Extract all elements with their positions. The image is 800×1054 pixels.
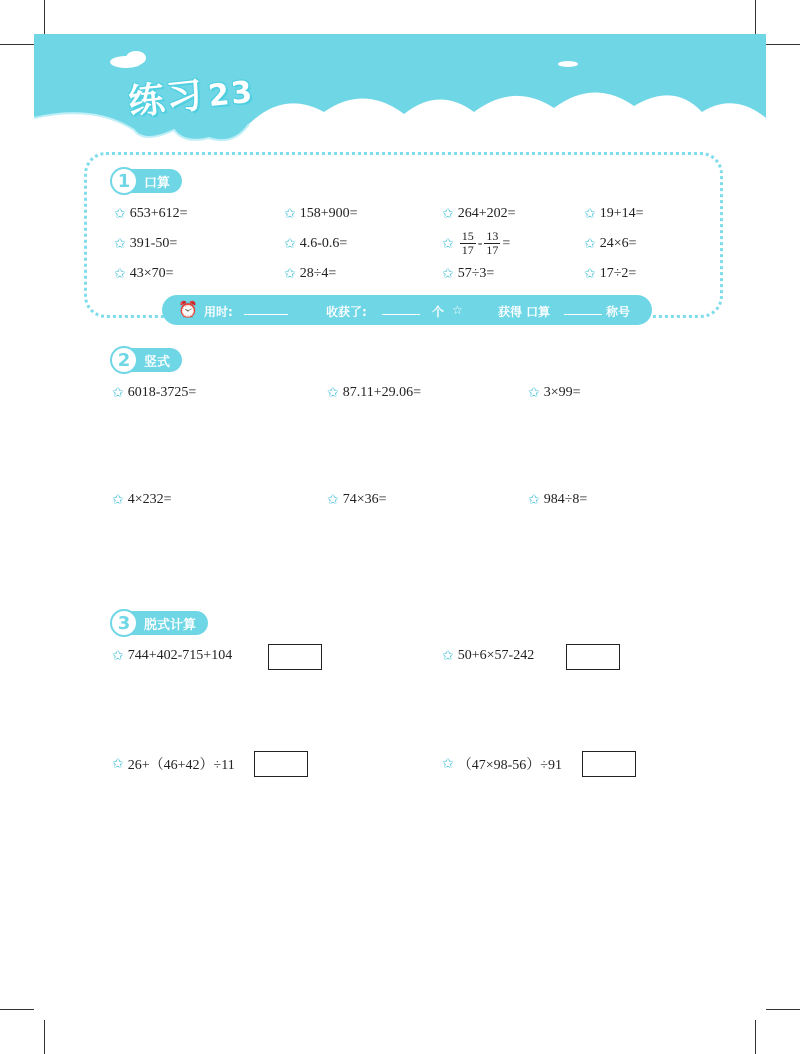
oral-item: ✩ 43×70= <box>114 266 174 282</box>
crop-mark <box>0 1009 34 1010</box>
answer-box[interactable] <box>566 644 620 670</box>
star-icon: ✩ <box>528 492 540 508</box>
step-calc-item: ✩ 50+6×57-242 <box>442 648 535 664</box>
star-icon: ☆ <box>452 303 463 317</box>
star-icon: ✩ <box>114 266 126 282</box>
step-calc-item: ✩ 744+402-715+104 <box>112 648 233 664</box>
time-blank[interactable] <box>244 303 288 315</box>
gain-label: 收获了: <box>326 305 367 319</box>
crop-mark <box>0 44 34 45</box>
answer-box[interactable] <box>254 751 308 777</box>
star-icon: ✩ <box>284 236 296 252</box>
star-icon: ✩ <box>528 385 540 401</box>
title-suffix: 称号 <box>606 305 631 319</box>
earn-label: 获得 口算 <box>498 305 551 319</box>
oral-item: ✩ 19+14= <box>584 206 644 222</box>
time-label: 用时: <box>204 305 233 319</box>
vertical-item: ✩ 3×99= <box>528 385 581 401</box>
star-icon: ✩ <box>114 236 126 252</box>
fraction-item: ✩ $\frac{15}{17}$ - $\frac{13}{17}$ = <box>442 229 511 257</box>
section-3-label: 3 脱式计算 <box>116 611 208 635</box>
vertical-item: ✩ 74×36= <box>327 492 387 508</box>
crop-mark <box>766 44 800 45</box>
oral-item: ✩ 264+202= <box>442 206 516 222</box>
star-icon: ✩ <box>442 756 454 772</box>
star-icon: ✩ <box>284 206 296 222</box>
star-icon: ✩ <box>327 385 339 401</box>
oral-item: ✩ 653+612= <box>114 206 188 222</box>
star-icon: ✩ <box>327 492 339 508</box>
star-icon: ✩ <box>584 266 596 282</box>
step-calc-item: ✩ （47×98-56）÷91 <box>442 756 562 773</box>
crop-mark <box>766 1009 800 1010</box>
crop-mark <box>755 1020 756 1054</box>
vertical-item: ✩ 4×232= <box>112 492 172 508</box>
title-blank[interactable] <box>564 303 602 315</box>
crop-mark <box>44 1020 45 1054</box>
answer-box[interactable] <box>268 644 322 670</box>
crop-mark <box>44 0 45 34</box>
oral-item: ✩ 158+900= <box>284 206 358 222</box>
star-icon: ✩ <box>114 206 126 222</box>
oral-item: ✩ 4.6-0.6= <box>284 236 348 252</box>
page-title: 练习23 <box>126 74 256 124</box>
vertical-item: ✩ 6018-3725= <box>112 385 197 401</box>
alarm-clock-icon: ⏰ <box>178 300 198 319</box>
status-bar <box>162 295 652 325</box>
oral-item: ✩ 24×6= <box>584 236 637 252</box>
vertical-item: ✩ 984÷8= <box>528 492 588 508</box>
star-icon: ✩ <box>112 492 124 508</box>
section-1-label: 1 口算 <box>116 169 182 193</box>
oral-item: ✩ 17÷2= <box>584 266 637 282</box>
star-icon: ✩ <box>112 385 124 401</box>
section-2-label: 2 竖式 <box>116 348 182 372</box>
step-calc-item: ✩ 26+（46+42）÷11 <box>112 756 235 773</box>
star-icon: ✩ <box>442 235 454 252</box>
star-icon: ✩ <box>442 206 454 222</box>
star-icon: ✩ <box>112 648 124 664</box>
star-icon: ✩ <box>112 756 124 772</box>
star-icon: ✩ <box>584 236 596 252</box>
exercise-number: 23 <box>206 74 256 115</box>
unit-label: 个 <box>432 305 445 319</box>
star-icon: ✩ <box>584 206 596 222</box>
oral-item: ✩ 391-50= <box>114 236 178 252</box>
star-icon: ✩ <box>284 266 296 282</box>
crop-mark <box>755 0 756 34</box>
fraction: $\frac{15}{17}$ <box>461 229 474 257</box>
star-icon: ✩ <box>442 266 454 282</box>
gain-blank[interactable] <box>382 303 420 315</box>
oral-item: ✩ 57÷3= <box>442 266 495 282</box>
fraction: $\frac{13}{17}$ <box>486 229 499 257</box>
answer-box[interactable] <box>582 751 636 777</box>
oral-item: ✩ 28÷4= <box>284 266 337 282</box>
star-icon: ✩ <box>442 648 454 664</box>
vertical-item: ✩ 87.11+29.06= <box>327 385 422 401</box>
